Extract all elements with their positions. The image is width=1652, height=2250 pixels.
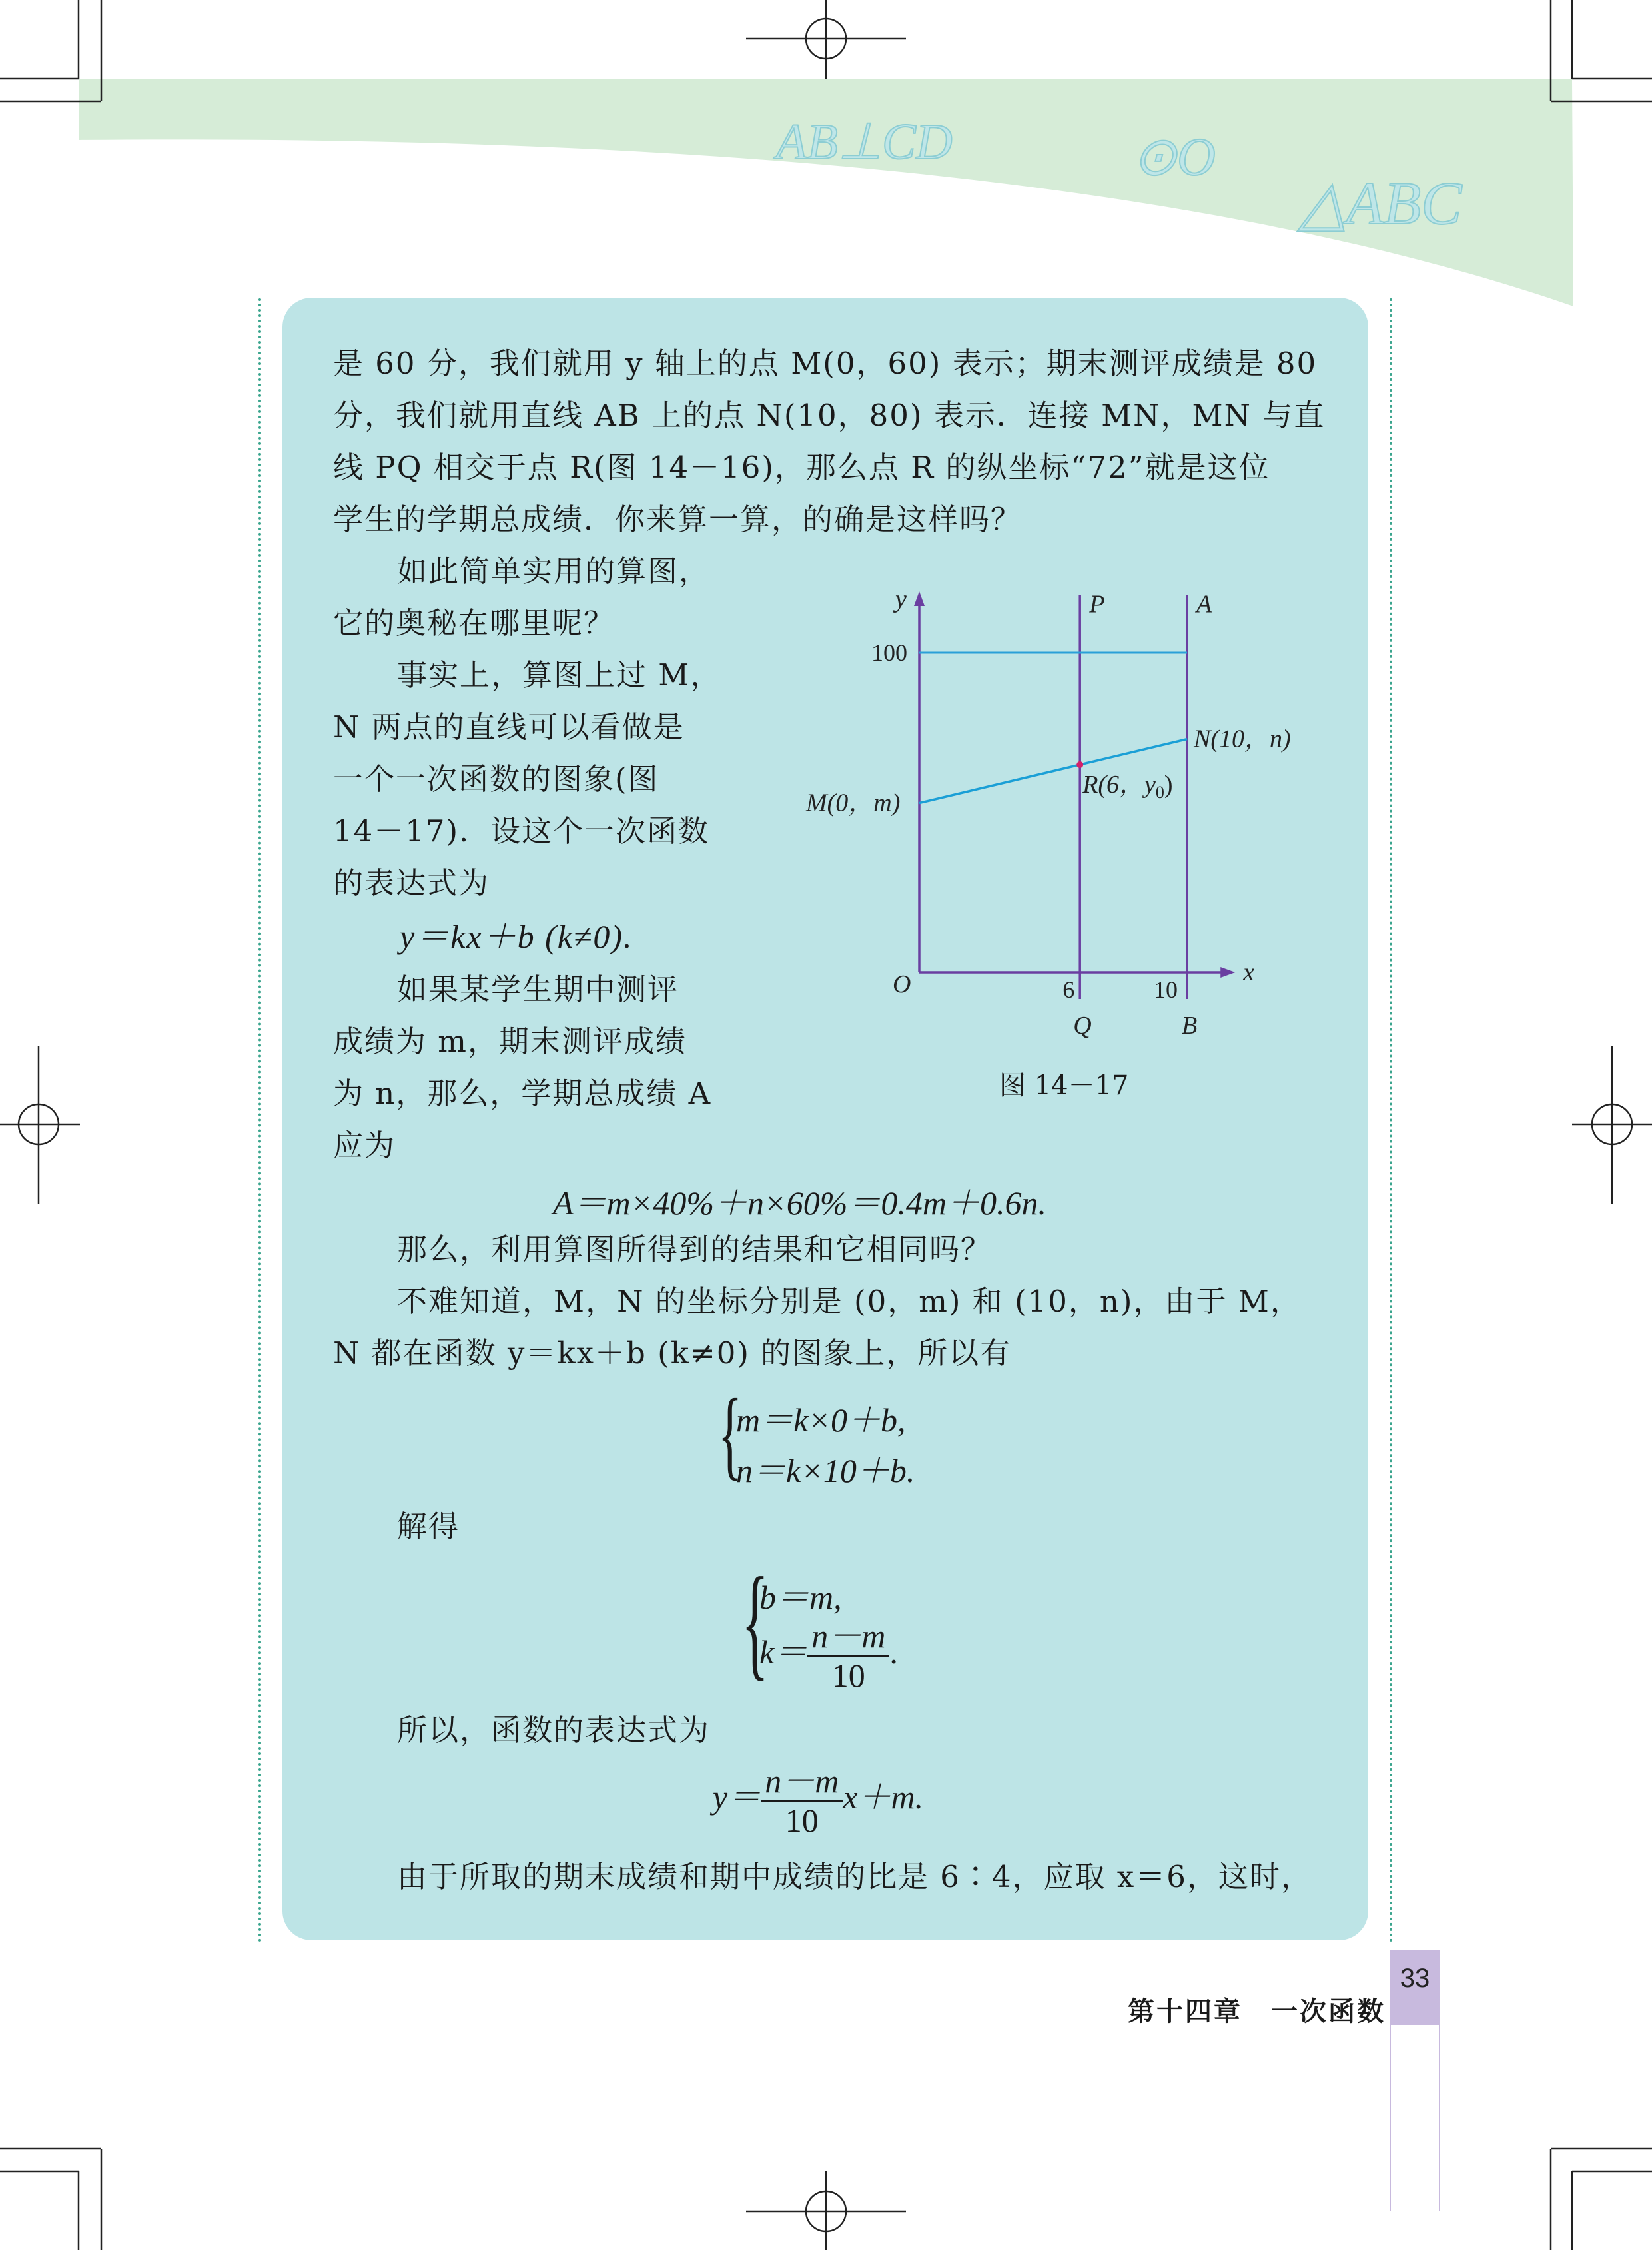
fraction [761,1762,843,1839]
page-number: 33 [1400,1964,1430,1993]
system-equation-1: m＝k×0＋b, [736,1401,906,1439]
text-line: N 两点的直线可以看做是 [333,709,685,745]
banner-symbol-circle: ⊙O [1132,128,1216,187]
text-line: 不难知道，M，N 的坐标分别是 (0，m) 和 (10，n)，由于 M， [397,1284,1302,1319]
text-line: 14－17)．设这个一次函数 [333,813,710,849]
solution-k-end: . [889,1633,898,1671]
text-line: 它的奥秘在哪里呢？ [333,605,616,641]
text-line: 为 n，那么，学期总成绩 A [333,1076,712,1111]
solution-b: b＝m, [759,1579,842,1616]
content-panel [282,298,1368,1940]
text-line: 学生的学期总成绩．你来算一算，的确是这样吗？ [333,502,1023,537]
equation-total-score: A＝m×40%＋n×60%＝0.4m＋0.6n. [553,1184,1047,1222]
vertical-line-bottom-label: B [1182,1012,1198,1040]
fraction-numerator: n－m [761,1762,843,1802]
fraction [807,1617,889,1694]
x-tick-label: 10 [1154,976,1178,1003]
point-R-marker [1076,761,1083,768]
fraction-numerator: n－m [807,1617,889,1657]
margin-dotted-line-left [258,298,261,1944]
fraction-denominator: 10 [785,1802,819,1839]
vertical-line-top-label: P [1089,590,1105,619]
text-line: 线 PQ 相交于点 R(图 14－16)，那么点 R 的纵坐标“72”就是这位 [333,450,1270,485]
point-label-R [1082,771,1172,802]
text-line: 如果某学生期中测评 [397,972,679,1007]
text-line: 由于所取的期末成绩和期中成绩的比是 6∶4，应取 x＝6，这时， [397,1859,1312,1894]
x-axis-label: x [1243,958,1255,986]
text-line: 的表达式为 [333,865,490,901]
solution-k-lhs: k＝ [759,1633,808,1671]
equation-rhs: x＋m. [843,1778,924,1816]
text-line: 解得 [397,1509,460,1544]
page-tab-strip [1390,2025,1440,2211]
solution-k [759,1617,898,1694]
text-line: 那么，利用算图所得到的结果和它相同吗？ [397,1232,993,1267]
text-line: 所以，函数的表达式为 [397,1712,711,1748]
origin-label: O [893,970,911,998]
text-line: 事实上，算图上过 M， [397,657,722,693]
x-axis-arrow [1220,967,1235,978]
banner-symbol-perpendicular: AB⊥CD [776,114,953,170]
text-line: 是 60 分，我们就用 y 轴上的点 M(0，60) 表示；期末测评成绩是 80 [333,346,1318,381]
point-label-R-close: ) [1164,771,1173,799]
text-line: 应为 [333,1128,396,1163]
system-equation-2: n＝k×10＋b. [736,1452,915,1489]
chapter-title: 第十四章 一次函数 [1128,1996,1386,2027]
point-label-M: M(0，m) [806,789,901,817]
banner-symbol-triangle: △ABC [1299,169,1462,237]
text-line: 分，我们就用直线 AB 上的点 N(10，80) 表示．连接 MN，MN 与直 [333,398,1326,433]
figure-14-17 [786,586,1292,1119]
margin-dotted-line-right [1390,298,1392,1944]
text-line: N 都在函数 y＝kx＋b (k≠0) 的图象上，所以有 [333,1335,1012,1371]
equation-function-expression [713,1762,923,1839]
text-line: 一个一次函数的图象(图 [333,761,659,797]
x-tick-label: 6 [1062,976,1075,1003]
header-banner [0,0,1652,320]
y-tick-label: 100 [871,639,907,666]
equation-linear-function: y＝kx＋b (k≠0). [400,918,633,955]
figure-caption: 图 14－17 [999,1070,1129,1101]
vertical-line-top-label: A [1196,590,1212,619]
equation-lhs: y＝ [713,1778,761,1816]
solution-brace: { [741,1552,769,1692]
y-axis-label: y [895,586,907,613]
point-label-R-subscript: 0 [1155,783,1164,802]
point-label-R-main: R(6，y [1082,771,1156,799]
system-brace: { [718,1379,742,1489]
text-line: 如此简单实用的算图， [397,554,711,589]
text-line: 成绩为 m，期末测评成绩 [333,1024,687,1059]
y-axis-arrow [914,591,925,606]
point-label-N: N(10，n) [1194,725,1291,753]
vertical-line-bottom-label: Q [1073,1012,1092,1040]
fraction-denominator: 10 [831,1657,865,1694]
